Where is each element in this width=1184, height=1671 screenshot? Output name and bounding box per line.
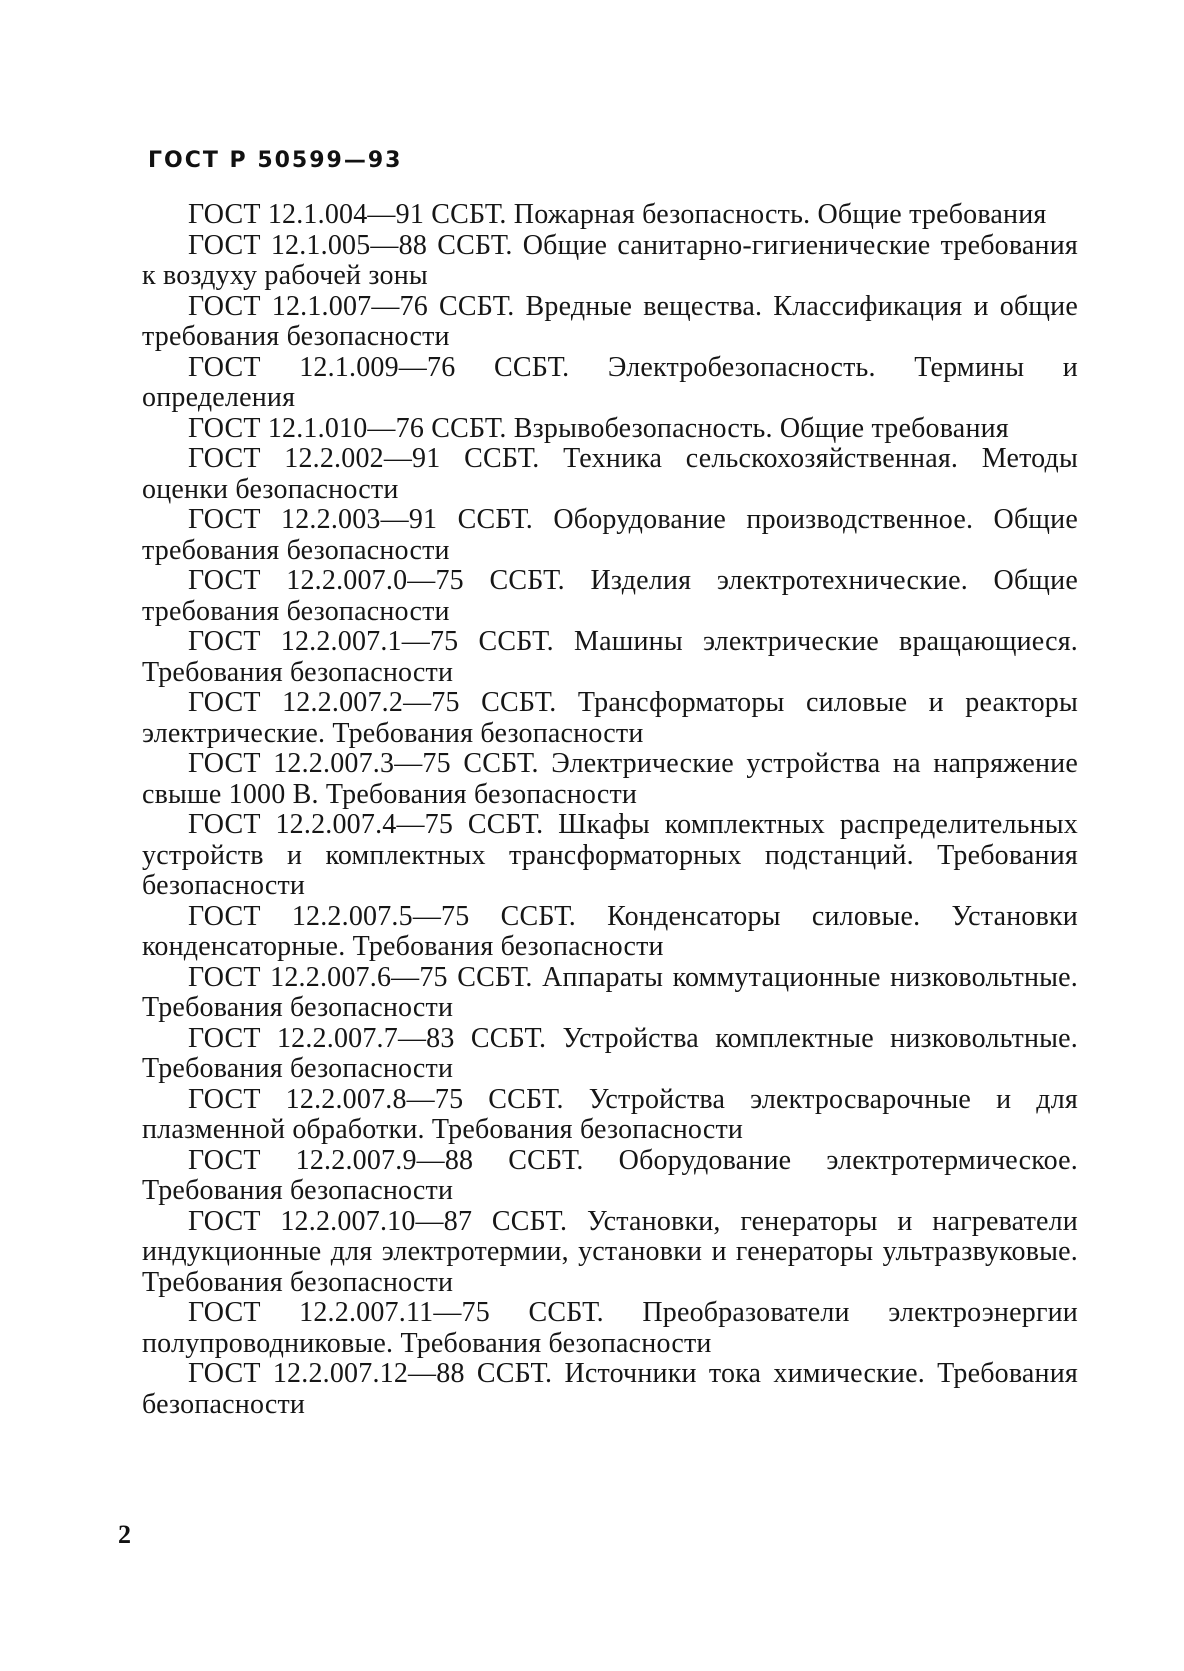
- reference-item: ГОСТ 12.1.005—88 ССБТ. Общие санитарно-гигиенические требования к воздуху рабочей зоны: [142, 229, 1078, 291]
- reference-item: ГОСТ 12.2.007.1—75 ССБТ. Машины электрические вращающиеся. Требования безопасности: [142, 626, 1078, 688]
- reference-item: ГОСТ 12.2.003—91 ССБТ. Оборудование производственное. Общие требования безопасности: [142, 504, 1078, 566]
- reference-item: ГОСТ 12.2.007.0—75 ССБТ. Изделия электротехнические. Общие требования безопасности: [142, 565, 1078, 627]
- reference-item: ГОСТ 12.2.002—91 ССБТ. Техника сельскохозяйственная. Методы оценки безопасности: [142, 443, 1078, 505]
- page-header: ГОСТ Р 50599—93: [148, 148, 403, 173]
- reference-item: ГОСТ 12.1.004—91 ССБТ. Пожарная безопасность. Общие требования: [188, 199, 1047, 230]
- reference-item: ГОСТ 12.2.007.8—75 ССБТ. Устройства электросварочные и для плазменной обработки. Требования безопасности: [142, 1083, 1078, 1145]
- reference-item: ГОСТ 12.2.007.7—83 ССБТ. Устройства комплектные низковольтные. Требования безопасности: [142, 1022, 1078, 1084]
- page-number: 2: [118, 1520, 131, 1549]
- reference-item: ГОСТ 12.2.007.11—75 ССБТ. Преобразователи электроэнергии полупроводниковые. Требования безопасности: [142, 1297, 1078, 1359]
- reference-item: ГОСТ 12.1.009—76 ССБТ. Электробезопасность. Термины и определения: [142, 351, 1078, 413]
- reference-item: ГОСТ 12.2.007.5—75 ССБТ. Конденсаторы силовые. Установки конденсаторные. Требования безопасности: [142, 900, 1078, 962]
- reference-item: ГОСТ 12.2.007.9—88 ССБТ. Оборудование электротермическое. Требования безопасности: [142, 1144, 1078, 1206]
- reference-item: ГОСТ 12.2.007.2—75 ССБТ. Трансформаторы силовые и реакторы электрические. Требования безопасности: [142, 687, 1078, 749]
- reference-item: ГОСТ 12.2.007.3—75 ССБТ. Электрические устройства на напряжение свыше 1000 В. Требования безопасности: [142, 748, 1078, 810]
- reference-item: ГОСТ 12.2.007.4—75 ССБТ. Шкафы комплектных распределительных устройств и комплектных трансформаторных подстанций. Требования безопасности: [142, 809, 1078, 901]
- reference-item: ГОСТ 12.2.007.6—75 ССБТ. Аппараты коммутационные низковольтные. Требования безопасности: [142, 961, 1078, 1023]
- reference-list: [142, 200, 1078, 1420]
- reference-item: ГОСТ 12.1.010—76 ССБТ. Взрывобезопасность. Общие требования: [188, 412, 1009, 444]
- reference-item: ГОСТ 12.2.007.10—87 ССБТ. Установки, генераторы и нагреватели индукционные для электротермии, установки и генераторы ультразвуковые. Требования безопасности: [142, 1205, 1078, 1298]
- reference-item: ГОСТ 12.2.007.12—88 ССБТ. Источники тока химические. Требования безопасности: [142, 1358, 1078, 1420]
- reference-item: ГОСТ 12.1.007—76 ССБТ. Вредные вещества. Классификация и общие требования безопасности: [142, 290, 1078, 352]
